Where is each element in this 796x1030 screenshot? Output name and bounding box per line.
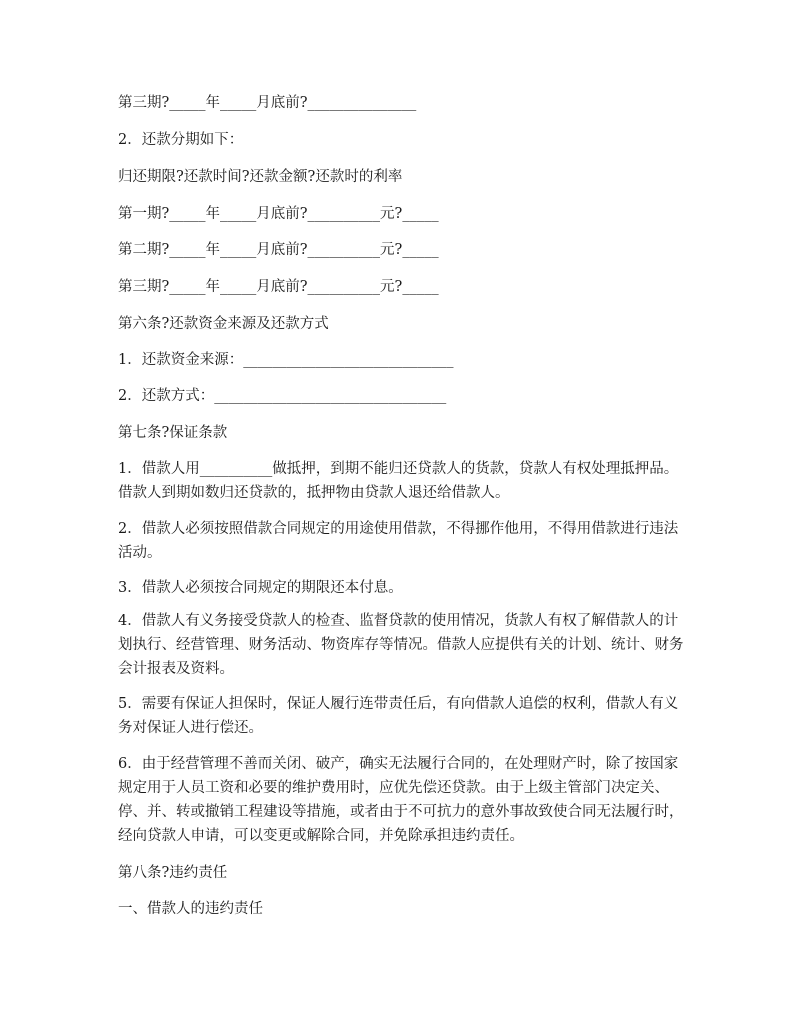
clause-7-2-loan-purpose: 2．借款人必须按照借款合同规定的用途使用借款，不得挪作他用，不得用借款进行违法活动。 [118,521,679,561]
borrower-liability-heading: 一、借款人的违约责任 [118,901,263,917]
article-7-heading: 第七条?保证条款 [118,425,228,441]
installment-row-2: 第二期?_____年_____月底前?__________元?_____ [118,242,439,258]
repayment-method-field: 2．还款方式：________________________________ [118,388,447,404]
article-8-heading: 第八条?违约责任 [118,865,228,881]
article-6-heading: 第六条?还款资金来源及还款方式 [118,316,329,332]
clause-7-6-bankruptcy: 6．由于经营管理不善而关闭、破产，确实无法履行合同的，在处理财产时，除了按国家规定用于人员工资和必要的维护费用时，应优先偿还贷款。由于上级主管部门决定关、停、并、转或撤销工程建设等措施，或者由于不可抗力的意外事故致使合同无法履行时，经向贷款人申请，可以变更或解除合同，并免除承担违约责任。 [118,756,684,844]
installment-3-deadline-line: 第三期?_____年_____月底前?_______________ [118,95,417,111]
clause-7-4-inspection: 4．借款人有义务接受贷款人的检查、监督贷款的使用情况，货款人有权了解借款人的计划执行、经营管理、财务活动、物资库存等情况。借款人应提供有关的计划、统计、财务会计报表及资料。 [118,613,684,677]
installment-row-1: 第一期?_____年_____月底前?__________元?_____ [118,206,439,222]
clause-7-3-repayment-term: 3．借款人必须按合同规定的期限还本付息。 [118,580,403,596]
installment-row-3: 第三期?_____年_____月底前?__________元?_____ [118,279,439,295]
clause-7-1-mortgage: 1．借款人用__________做抵押，到期不能归还贷款人的货款，贷款人有权处理抵押品。借款人到期如数归还贷款的，抵押物由贷款人退还给借款人。 [118,461,679,501]
repayment-source-field: 1．还款资金来源：_____________________________ [118,352,454,368]
clause-7-5-guarantor: 5．需要有保证人担保时，保证人履行连带责任后，有向借款人追偿的权利，借款人有义务对保证人进行偿还。 [118,696,679,736]
installment-table-header: 归还期限?还款时间?还款金额?还款时的利率 [118,169,403,185]
installment-schedule-heading: 2．还款分期如下： [118,132,244,148]
